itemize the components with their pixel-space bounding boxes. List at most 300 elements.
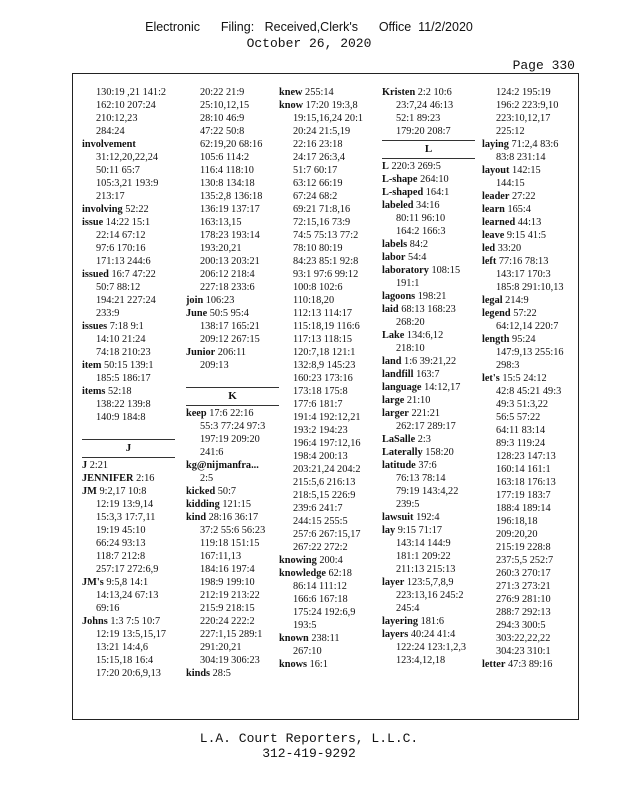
index-continuation-refs: 143:14 144:9 <box>396 538 451 549</box>
index-entry <box>382 368 475 381</box>
index-page-refs: 200:4 <box>319 555 343 566</box>
index-page-refs: 21:10 <box>406 395 431 406</box>
index-headword: landfill <box>382 369 414 380</box>
index-headword: Junior <box>186 347 216 358</box>
index-headword: leader <box>482 191 510 202</box>
index-continuation-refs: 193:20,21 <box>200 243 242 254</box>
index-entry <box>382 394 475 407</box>
index-entry <box>82 268 175 281</box>
index-entry <box>82 485 175 498</box>
index-headword: Laterally <box>382 447 423 458</box>
index-headword: kind <box>186 512 207 523</box>
index-headword: laid <box>382 304 399 315</box>
index-continuation-refs: 198:9 199:10 <box>200 577 255 588</box>
index-headword: left <box>482 256 497 267</box>
index-continuation-refs: 147:9,13 255:16 <box>496 347 564 358</box>
index-continuation-refs: 13:21 14:4,6 <box>96 642 149 653</box>
index-entry <box>482 372 575 385</box>
index-entry <box>186 498 279 511</box>
index-page-refs: 54:4 <box>408 252 427 263</box>
index-page-refs: 192:4 <box>416 512 440 523</box>
index-continuation-refs: 17:20 20:6,9,13 <box>96 668 161 679</box>
index-page-refs: 28:16 36:17 <box>208 512 259 523</box>
index-continuation-refs: 52:1 89:23 <box>396 113 441 124</box>
index-headword: lawsuit <box>382 512 414 523</box>
index-continuation-refs: 196:18,18 <box>496 516 538 527</box>
index-headword: laboratory <box>382 265 429 276</box>
index-continuation-refs: 197:19 209:20 <box>200 434 260 445</box>
index-entry <box>482 307 575 320</box>
index-page-refs: 206:11 <box>217 347 246 358</box>
index-continuation-refs: 163:13,15 <box>200 217 242 228</box>
index-page-refs: 15:5 24:12 <box>502 373 547 384</box>
index-headword: letter <box>482 659 506 670</box>
index-page-refs: 17:6 22:16 <box>209 408 254 419</box>
index-headword: land <box>382 356 402 367</box>
index-continuation-refs: 185:5 186:17 <box>96 373 151 384</box>
index-headword: learned <box>482 217 516 228</box>
index-page-refs: 221:21 <box>411 408 441 419</box>
index-continuation-refs: 191:1 <box>396 278 420 289</box>
index-continuation-refs: 267:22 272:2 <box>293 542 348 553</box>
index-page-refs: 52:18 <box>108 386 132 397</box>
index-entry <box>382 173 475 186</box>
index-continuation-refs: 218:10 <box>396 343 425 354</box>
index-continuation-refs: 164:2 166:3 <box>396 226 446 237</box>
section-gap <box>82 424 175 437</box>
index-continuation-refs: 143:17 170:3 <box>496 269 551 280</box>
index-headword: length <box>482 334 510 345</box>
index-continuation-refs: 239:6 241:7 <box>293 503 343 514</box>
index-continuation-refs: 303:22,22,22 <box>496 633 551 644</box>
index-continuation-refs: 193:2 194:23 <box>293 425 348 436</box>
index-continuation-refs: 194:21 227:24 <box>96 295 156 306</box>
index-entry <box>186 511 279 524</box>
index-continuation-refs: 23:7,24 46:13 <box>396 100 454 111</box>
index-headword: latitude <box>382 460 416 471</box>
index-continuation-refs: 144:15 <box>496 178 525 189</box>
index-continuation-refs: 116:4 118:10 <box>200 165 254 176</box>
index-page-refs: 163:7 <box>416 369 440 380</box>
index-continuation-refs: 119:18 151:15 <box>200 538 260 549</box>
index-entry <box>482 333 575 346</box>
index-continuation-refs: 14:10 21:24 <box>96 334 146 345</box>
index-headword: JM <box>82 486 97 497</box>
index-entry <box>279 99 372 112</box>
index-continuation-refs: 288:7 292:13 <box>496 607 551 618</box>
index-page-refs: 77:16 78:13 <box>498 256 549 267</box>
index-headword: leave <box>482 230 505 241</box>
index-continuation-refs: 110:18,20 <box>293 295 335 306</box>
index-continuation-refs: 175:24 192:6,9 <box>293 607 356 618</box>
index-continuation-refs: 257:6 267:15,17 <box>293 529 361 540</box>
index-column-3 <box>279 86 372 671</box>
index-page-refs: 33:20 <box>497 243 522 254</box>
index-column-4 <box>382 86 475 667</box>
index-entry <box>482 294 575 307</box>
index-headword: LaSalle <box>382 434 416 445</box>
index-page-refs: 37:6 <box>418 460 437 471</box>
index-page-refs: 264:10 <box>420 174 449 185</box>
index-continuation-refs: 239:5 <box>396 499 420 510</box>
index-page-refs: 158:20 <box>425 447 454 458</box>
index-page-refs: 9:15 41:5 <box>506 230 547 241</box>
index-continuation-refs: 132:8,9 145:23 <box>293 360 356 371</box>
index-headword: knowing <box>279 555 317 566</box>
index-continuation-refs: 74:5 75:13 77:2 <box>293 230 359 241</box>
index-entry <box>186 346 279 359</box>
index-continuation-refs: 47:22 50:8 <box>200 126 245 137</box>
section-letter: K <box>228 390 237 402</box>
index-continuation-refs: 160:23 173:16 <box>293 373 353 384</box>
index-continuation-refs: 171:13 244:6 <box>96 256 151 267</box>
index-continuation-refs: 291:20,21 <box>200 642 242 653</box>
index-continuation-refs: 37:2 55:6 56:23 <box>200 525 266 536</box>
index-page-refs: 2:21 <box>89 460 109 471</box>
index-continuation-refs: 284:24 <box>96 126 125 137</box>
index-headword: Johns <box>82 616 108 627</box>
index-headword: know <box>279 100 304 111</box>
index-entry <box>382 355 475 368</box>
index-continuation-refs: 72:15,16 73:9 <box>293 217 351 228</box>
index-continuation-refs: 120:7,18 121:1 <box>293 347 356 358</box>
index-continuation-refs: 136:19 137:17 <box>200 204 260 215</box>
index-continuation-refs: 276:9 281:10 <box>496 594 551 605</box>
index-continuation-refs: 19:15,16,24 20:1 <box>293 113 364 124</box>
index-continuation-refs: 193:5 <box>293 620 317 631</box>
page-number: Page 330 <box>512 58 575 73</box>
section-rule <box>186 405 279 406</box>
index-continuation-refs: 162:10 207:24 <box>96 100 156 111</box>
index-continuation-refs: 135:2,8 136:18 <box>200 191 263 202</box>
index-continuation-refs: 233:9 <box>96 308 120 319</box>
index-entry <box>279 86 372 99</box>
index-continuation-refs: 223:10,12,17 <box>496 113 551 124</box>
index-entry <box>279 567 372 580</box>
index-entry <box>82 216 175 229</box>
index-entry <box>382 381 475 394</box>
index-entry <box>382 511 475 524</box>
index-entry <box>279 658 372 671</box>
index-page-refs: 9:2,17 10:8 <box>99 486 147 497</box>
index-entry <box>382 186 475 199</box>
index-entry <box>382 251 475 264</box>
index-continuation-refs: 128:23 147:13 <box>496 451 556 462</box>
index-continuation-refs: 19:19 45:10 <box>96 525 146 536</box>
index-continuation-refs: 181:1 209:22 <box>396 551 451 562</box>
index-continuation-refs: 218:5,15 226:9 <box>293 490 356 501</box>
index-entry <box>382 459 475 472</box>
index-headword: layout <box>482 165 510 176</box>
index-headword: June <box>186 308 208 319</box>
index-continuation-refs: 86:14 111:12 <box>293 581 347 592</box>
index-continuation-refs: 257:17 272:6,9 <box>96 564 159 575</box>
index-continuation-refs: 2:5 <box>200 473 214 484</box>
index-entry <box>279 632 372 645</box>
index-headword: involvement <box>82 139 136 150</box>
word-index-frame <box>72 73 579 720</box>
section-rule <box>82 457 175 458</box>
index-continuation-refs: 15:3,3 17:7,11 <box>96 512 156 523</box>
index-headword: kg@nijmanfra... <box>186 460 259 471</box>
index-page-refs: 121:15 <box>222 499 251 510</box>
index-entry <box>382 407 475 420</box>
index-headword: L-shape <box>382 174 418 185</box>
index-page-refs: 27:22 <box>512 191 536 202</box>
index-continuation-refs: 69:16 <box>96 603 120 614</box>
index-entry <box>186 459 279 472</box>
index-entry <box>382 86 475 99</box>
index-continuation-refs: 49:3 51:3,22 <box>496 399 549 410</box>
index-continuation-refs: 196:4 197:12,16 <box>293 438 361 449</box>
index-page-refs: 14:22 15:1 <box>105 217 151 228</box>
index-continuation-refs: 268:20 <box>396 317 425 328</box>
index-continuation-refs: 69:21 71:8,16 <box>293 204 351 215</box>
index-continuation-refs: 83:8 231:14 <box>496 152 546 163</box>
index-continuation-refs: 209:13 <box>200 360 229 371</box>
index-entry <box>82 459 175 472</box>
index-continuation-refs: 122:24 123:1,2,3 <box>396 642 467 653</box>
index-continuation-refs: 56:5 57:22 <box>496 412 541 423</box>
index-continuation-refs: 188:4 189:14 <box>496 503 551 514</box>
index-page-refs: 255:14 <box>305 87 334 98</box>
index-entry <box>482 138 575 151</box>
index-page-refs: 142:15 <box>512 165 541 176</box>
index-continuation-refs: 97:6 170:16 <box>96 243 146 254</box>
index-page-refs: 106:23 <box>205 295 235 306</box>
index-page-refs: 198:21 <box>417 291 447 302</box>
index-continuation-refs: 200:13 203:21 <box>200 256 260 267</box>
index-continuation-refs: 179:20 208:7 <box>396 126 451 137</box>
filing-stamp-line: Electronic Filing: Received,Clerk's Office 11/2/2020 <box>145 20 473 34</box>
index-page-refs: 50:7 <box>217 486 237 497</box>
court-reporter-footer <box>0 731 618 761</box>
index-continuation-refs: 210:12,23 <box>96 113 138 124</box>
index-entry <box>186 407 279 420</box>
index-continuation-refs: 14:13,24 67:13 <box>96 590 159 601</box>
index-continuation-refs: 220:24 222:2 <box>200 616 255 627</box>
index-continuation-refs: 241:6 <box>200 447 224 458</box>
index-headword: let's <box>482 373 500 384</box>
index-headword: issue <box>82 217 104 228</box>
reporter-name: L.A. Court Reporters, L.L.C. <box>199 731 419 746</box>
index-headword: legend <box>482 308 511 319</box>
index-continuation-refs: 124:2 195:19 <box>496 87 551 98</box>
index-continuation-refs: 213:17 <box>96 191 125 202</box>
index-continuation-refs: 78:10 80:19 <box>293 243 343 254</box>
index-continuation-refs: 15:15,18 16:4 <box>96 655 154 666</box>
index-continuation-refs: 294:3 300:5 <box>496 620 546 631</box>
index-continuation-refs: 160:14 161:1 <box>496 464 551 475</box>
index-page-refs: 1:6 39:21,22 <box>404 356 457 367</box>
index-page-refs: 50:5 95:4 <box>209 308 249 319</box>
index-continuation-refs: 28:10 46:9 <box>200 113 245 124</box>
index-headword: knowledge <box>279 568 326 579</box>
index-headword: Lake <box>382 330 405 341</box>
index-entry <box>482 242 575 255</box>
index-page-refs: 123:5,7,8,9 <box>406 577 454 588</box>
index-continuation-refs: 100:8 102:6 <box>293 282 343 293</box>
index-headword: join <box>186 295 204 306</box>
index-headword: labels <box>382 239 408 250</box>
index-continuation-refs: 215:19 228:8 <box>496 542 551 553</box>
index-page-refs: 71:2,4 83:6 <box>511 139 559 150</box>
index-page-refs: 214:9 <box>505 295 529 306</box>
index-column-2 <box>186 86 279 680</box>
section-letter: L <box>424 143 433 155</box>
index-continuation-refs: 42:8 45:21 49:3 <box>496 386 562 397</box>
index-entry <box>382 615 475 628</box>
index-continuation-refs: 304:19 306:23 <box>200 655 260 666</box>
index-continuation-refs: 105:3,21 193:9 <box>96 178 159 189</box>
index-entry <box>482 658 575 671</box>
index-headword: legal <box>482 295 503 306</box>
index-page-refs: 44:13 <box>517 217 542 228</box>
index-continuation-refs: 163:18 176:13 <box>496 477 556 488</box>
index-headword: language <box>382 382 422 393</box>
index-entry <box>82 359 175 372</box>
index-headword: learn <box>482 204 505 215</box>
index-headword: labeled <box>382 200 414 211</box>
index-entry <box>382 446 475 459</box>
index-page-refs: 17:20 19:3,8 <box>305 100 358 111</box>
index-continuation-refs: 31:12,20,22,24 <box>96 152 159 163</box>
index-continuation-refs: 173:18 175:8 <box>293 386 348 397</box>
index-page-refs: 9:15 71:17 <box>397 525 443 536</box>
index-entry <box>382 303 475 316</box>
index-continuation-refs: 50:11 65:7 <box>96 165 140 176</box>
index-continuation-refs: 105:6 114:2 <box>200 152 250 163</box>
index-page-refs: 2:2 10:6 <box>417 87 452 98</box>
index-entry <box>186 667 279 680</box>
index-entry <box>186 307 279 320</box>
index-continuation-refs: 20:24 21:5,19 <box>293 126 351 137</box>
index-headword: involving <box>82 204 123 215</box>
index-continuation-refs: 177:6 181:7 <box>293 399 343 410</box>
index-continuation-refs: 166:6 167:18 <box>293 594 348 605</box>
index-page-refs: 40:24 41:4 <box>410 629 456 640</box>
index-page-refs: 164:1 <box>425 187 450 198</box>
index-continuation-refs: 62:19,20 68:16 <box>200 139 263 150</box>
index-page-refs: 16:1 <box>309 659 328 670</box>
index-entry <box>482 255 575 268</box>
index-continuation-refs: 50:7 88:12 <box>96 282 141 293</box>
index-entry <box>82 138 175 151</box>
index-entry <box>382 199 475 212</box>
index-headword: layering <box>382 616 419 627</box>
index-continuation-refs: 123:4,12,18 <box>396 655 446 666</box>
index-page-refs: 62:18 <box>328 568 352 579</box>
index-headword: lay <box>382 525 396 536</box>
index-entry <box>382 160 475 173</box>
index-page-refs: 95:24 <box>512 334 536 345</box>
index-continuation-refs: 271:3 273:21 <box>496 581 551 592</box>
index-continuation-refs: 67:24 68:2 <box>293 191 338 202</box>
index-entry <box>382 628 475 641</box>
index-entry <box>482 164 575 177</box>
index-headword: L-shaped <box>382 187 424 198</box>
index-entry <box>82 472 175 485</box>
index-entry <box>186 485 279 498</box>
index-entry <box>382 576 475 589</box>
index-headword: labor <box>382 252 406 263</box>
index-continuation-refs: 223:13,16 245:2 <box>396 590 464 601</box>
index-page-refs: 68:13 168:23 <box>401 304 456 315</box>
index-continuation-refs: 267:10 <box>293 646 322 657</box>
index-headword: issued <box>82 269 109 280</box>
index-continuation-refs: 51:7 60:17 <box>293 165 338 176</box>
index-headword: L <box>382 161 389 172</box>
index-headword: led <box>482 243 496 254</box>
index-entry <box>382 524 475 537</box>
section-letter: J <box>125 442 132 454</box>
index-continuation-refs: 215:9 218:15 <box>200 603 255 614</box>
index-column-5 <box>482 86 575 671</box>
index-continuation-refs: 184:16 197:4 <box>200 564 255 575</box>
index-headword: known <box>279 633 309 644</box>
index-entry <box>382 329 475 342</box>
index-continuation-refs: 209:20,20 <box>496 529 538 540</box>
index-continuation-refs: 76:13 78:14 <box>396 473 446 484</box>
index-entry <box>82 576 175 589</box>
index-page-refs: 34:16 <box>416 200 440 211</box>
index-entry <box>482 203 575 216</box>
index-page-refs: 165:4 <box>507 204 531 215</box>
index-page-refs: 28:5 <box>212 668 231 679</box>
index-headword: kinds <box>186 668 211 679</box>
index-page-refs: 220:3 269:5 <box>391 161 441 172</box>
index-headword: J <box>82 460 88 471</box>
index-page-refs: 2:3 <box>417 434 431 445</box>
index-continuation-refs: 211:13 215:13 <box>396 564 456 575</box>
index-continuation-refs: 212:19 213:22 <box>200 590 260 601</box>
index-continuation-refs: 198:4 200:13 <box>293 451 348 462</box>
index-page-refs: 181:6 <box>420 616 445 627</box>
index-continuation-refs: 20:22 21:9 <box>200 87 245 98</box>
index-continuation-refs: 177:19 183:7 <box>496 490 551 501</box>
index-continuation-refs: 79:19 143:4,22 <box>396 486 459 497</box>
section-rule <box>382 140 475 141</box>
index-continuation-refs: 22:14 67:12 <box>96 230 146 241</box>
index-continuation-refs: 206:12 218:4 <box>200 269 255 280</box>
index-page-refs: 16:7 47:22 <box>111 269 156 280</box>
index-headword: lagoons <box>382 291 416 302</box>
index-page-refs: 2:16 <box>136 473 155 484</box>
section-rule <box>82 439 175 440</box>
index-continuation-refs: 84:23 85:1 92:8 <box>293 256 359 267</box>
index-page-refs: 108:15 <box>431 265 461 276</box>
index-headword: kidding <box>186 499 220 510</box>
section-gap <box>186 372 279 385</box>
index-page-refs: 134:6,12 <box>406 330 444 341</box>
index-continuation-refs: 185:8 291:10,13 <box>496 282 564 293</box>
index-continuation-refs: 167:11,13 <box>200 551 242 562</box>
index-continuation-refs: 191:4 192:12,21 <box>293 412 361 423</box>
index-continuation-refs: 22:16 23:18 <box>293 139 343 150</box>
index-entry <box>82 615 175 628</box>
index-continuation-refs: 178:23 193:14 <box>200 230 260 241</box>
index-headword: larger <box>382 408 409 419</box>
index-page-refs: 9:5,8 14:1 <box>106 577 149 588</box>
index-continuation-refs: 196:2 223:9,10 <box>496 100 559 111</box>
reporter-phone: 312-419-9292 <box>262 746 356 761</box>
index-continuation-refs: 55:3 77:24 97:3 <box>200 421 266 432</box>
index-continuation-refs: 118:7 212:8 <box>96 551 146 562</box>
index-continuation-refs: 298:3 <box>496 360 520 371</box>
index-headword: issues <box>82 321 108 332</box>
index-continuation-refs: 203:21,24 204:2 <box>293 464 361 475</box>
index-entry <box>82 320 175 333</box>
